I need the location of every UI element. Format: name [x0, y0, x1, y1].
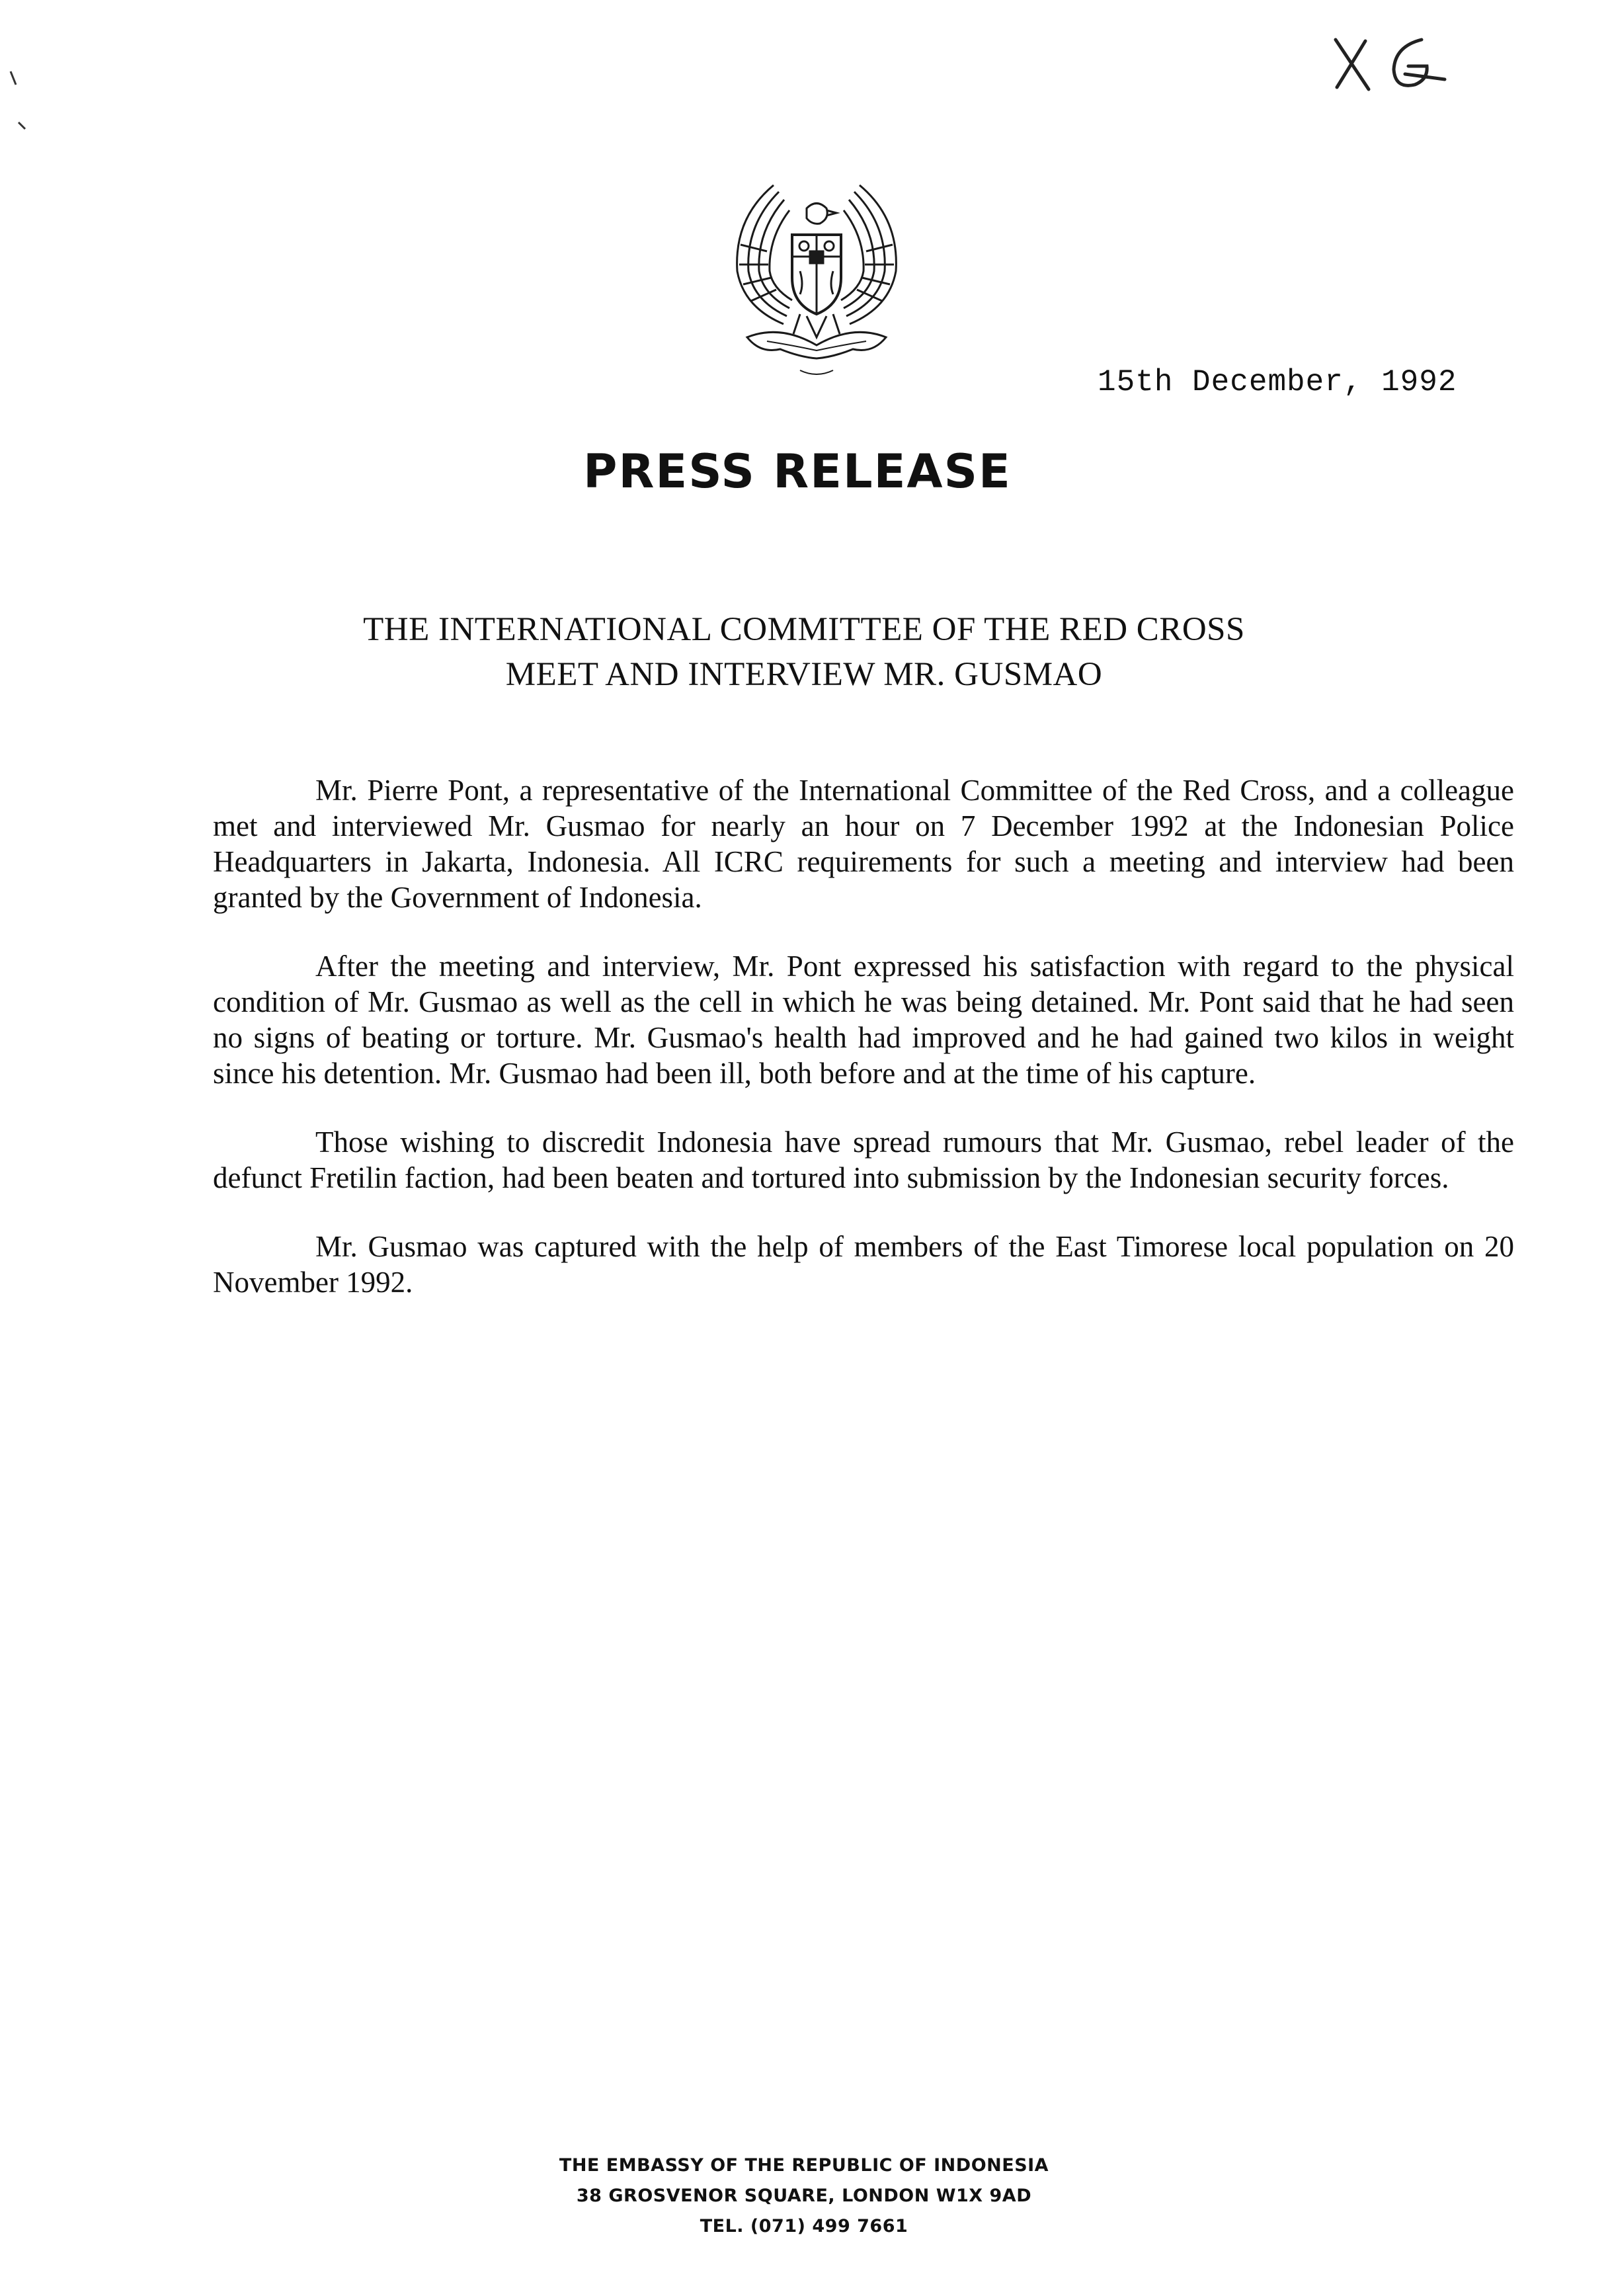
release-date: 15th December, 1992 [1098, 365, 1457, 399]
handwritten-mark [1322, 26, 1455, 99]
page-title [0, 444, 1608, 499]
headline-line-2: MEET AND INTERVIEW MR. GUSMAO [505, 656, 1103, 693]
headline-line-1: THE INTERNATIONAL COMMITTEE OF THE RED CROSS [363, 611, 1245, 648]
garuda-emblem [721, 172, 912, 390]
paragraph-3: Those wishing to discredit Indonesia have spread rumours that Mr. Gusmao, rebel leader of the defunct Fretilin faction, had been beaten and tortured into submission by the Indonesian security forces. [213, 1126, 1514, 1194]
paragraph-2: After the meeting and interview, Mr. Pont expressed his satisfaction with regard to the physical condition of Mr. Gusmao as well as the cell in which he was being detained. Mr. Pont said that he had seen no signs of beating or torture. Mr. Gusmao's health had improved and he had gained two kilos in weight since his detention. Mr. Gusmao had been ill, both before and at the time of his capture. [213, 950, 1514, 1090]
body-text [213, 772, 1514, 1333]
footer-embassy-name: THE EMBASSY OF THE REPUBLIC OF INDONESIA [559, 2155, 1049, 2176]
scan-mark [5, 66, 32, 139]
press-release-heading: PRESS RELEASE [583, 444, 1012, 499]
footer-address: 38 GROSVENOR SQUARE, LONDON W1X 9AD [576, 2186, 1032, 2206]
paragraph-4: Mr. Gusmao was captured with the help of members of the East Timorese local population on 20 November 1992. [213, 1230, 1514, 1299]
embassy-footer [0, 2151, 1608, 2242]
headline [0, 607, 1608, 697]
paragraph-1: Mr. Pierre Pont, a representative of the International Committee of the Red Cross, and a colleague met and interviewed Mr. Gusmao for nearly an hour on 7 December 1992 at the Indonesian Police Headquarters in Jakarta, Indonesia. All ICRC requirements for such a meeting and interview had been granted by the Government of Indonesia. [213, 774, 1514, 914]
footer-telephone: TEL. (071) 499 7661 [700, 2216, 908, 2236]
